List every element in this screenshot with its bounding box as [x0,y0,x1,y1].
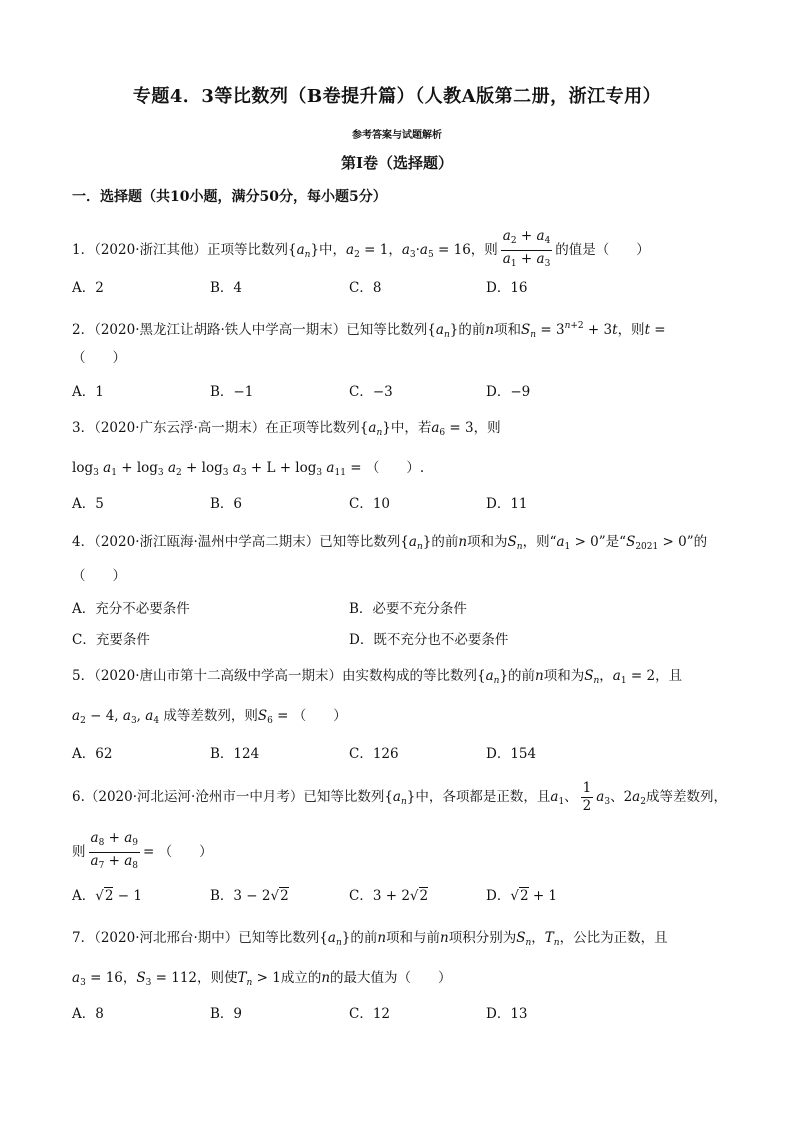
question-5: 5．（2020·唐山市第十二高级中学高一期末）由实数构成的等比数列$\{a_n\}$的前n项和为$S_n$，$a_1 = 2$，且 [72,668,683,686]
option-2b: B．−1 [210,384,254,400]
question-4: 4．（2020·浙江瓯海·温州中学高二期末）已知等比数列$\{a_n\}$的前n项和为$S_n$，则“$a_1 > 0$”是“$S_{2021} > 0$”的 [72,534,708,552]
part-heading: 第Ⅰ卷（选择题） [340,154,454,172]
question-1: 1．（2020·浙江其他）正项等比数列$\{a_n\}$中，$a_2 = 1$，$a_3\cdot a_5 = 16$，则 $\frac{a_2 + a_4}{a_1 + a_3}$ 的值是（ ） [72,228,650,269]
option-4b: B．必要不充分条件 [349,601,467,617]
option-3a: A．5 [72,496,104,512]
question-3: 3．（2020·广东云浮·高一期末）在正项等比数列$\{a_n\}$中，若$a_6 = 3$，则 [72,420,501,438]
question-2: 2．（2020·黑龙江让胡路·铁人中学高一期末）已知等比数列$\{a_n\}$的前n项和$S_n = 3^{n+2} + 3t$，则t = [72,321,666,340]
option-5a: A．62 [72,746,113,762]
option-1b: B．4 [210,280,243,296]
section-heading: 一．选择题（共10小题，满分50分，每小题5分） [72,189,387,205]
option-7b: B．9 [210,1006,243,1022]
option-6d: D．√2 + 1 [486,888,558,904]
question-6-continued: 则 $\frac{a_8 + a_9}{a_7 + a_8}$ = （ ） [72,830,213,871]
document-title: 专题4．3等比数列（B卷提升篇）（人教A版第二册，浙江专用） [132,86,662,107]
option-3d: D．11 [486,496,528,512]
document-subtitle: 参考答案与试题解析 [352,130,442,141]
option-5d: D．154 [486,746,537,762]
option-6b: B．3 − 2√2 [210,888,289,904]
question-2-blank: （ ） [72,350,126,366]
question-5-continued: $a_2 - 4$, $a_3$, $a_4$ 成等差数列，则$S_6$ = （ ） [72,708,347,726]
question-3-expression: $\log_3 a_1 + \log_3 a_2 + \log_3 a_3 + L + \log_3 a_{11}$ = （ ）. [72,460,425,478]
option-7d: D．13 [486,1006,528,1022]
option-7a: A．8 [72,1006,104,1022]
option-4a: A．充分不必要条件 [72,601,190,617]
option-6c: C．3 + 2√2 [349,888,429,904]
option-6a: A．√2 − 1 [72,888,142,904]
question-7-continued: $a_3 = 16$，$S_3 = 112$，则使$T_n > 1$成立的n的最大值为（ ） [72,970,452,988]
option-7c: C．12 [349,1006,391,1022]
question-6: 6.（2020·河北运河·沧州市一中月考）已知等比数列$\{a_n\}$中，各项都是正数，且$a_1$、 $\frac{1}{2}$ $a_3$、$2a_2$成等差数列， [72,780,727,814]
option-1a: A．2 [72,280,104,296]
option-3c: C．10 [349,496,391,512]
option-1c: C．8 [349,280,382,296]
option-2a: A．1 [72,384,104,400]
option-1d: D．16 [486,280,528,296]
option-3b: B．6 [210,496,243,512]
option-5c: C．126 [349,746,399,762]
option-2c: C．−3 [349,384,393,400]
option-4d: D．既不充分也不必要条件 [349,632,509,648]
option-4c: C．充要条件 [72,632,150,648]
question-7: 7．（2020·河北邢台·期中）已知等比数列$\{a_n\}$的前n项和与前n项积分别为$S_n$，$T_n$，公比为正数，且 [72,930,668,948]
option-5b: B．124 [210,746,260,762]
option-2d: D．−9 [486,384,531,400]
question-4-blank: （ ） [72,568,126,584]
